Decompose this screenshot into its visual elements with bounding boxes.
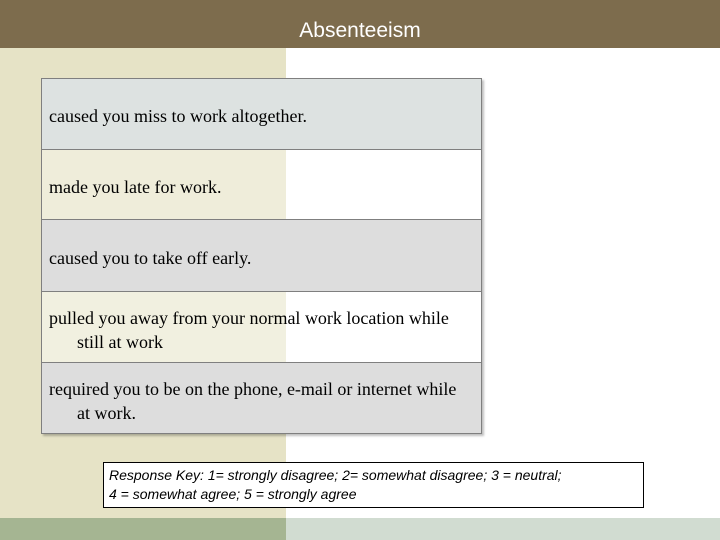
slide-title: Absenteeism [299,19,421,42]
table-row [42,363,481,433]
table-row [42,150,481,220]
item-text: pulled you away from your normal work location while still at work [49,308,449,352]
table-row [42,220,481,292]
item-text: caused you to take off early. [49,248,252,268]
item-text: caused you miss to work altogether. [49,106,307,126]
absenteeism-items-table [41,78,482,434]
table-row [42,292,481,363]
response-key-box [103,462,644,508]
table-row [42,79,481,150]
item-text: made you late for work. [49,177,222,197]
footer-band-left [0,518,286,540]
item-text: required you to be on the phone, e-mail or internet while at work. [49,379,457,423]
footer-band-right [286,518,720,540]
response-key-line-1: Response Key: 1= strongly disagree; 2= somewhat disagree; 3 = neutral; [109,467,562,483]
response-key-line-2: 4 = somewhat agree; 5 = strongly agree [109,486,357,502]
